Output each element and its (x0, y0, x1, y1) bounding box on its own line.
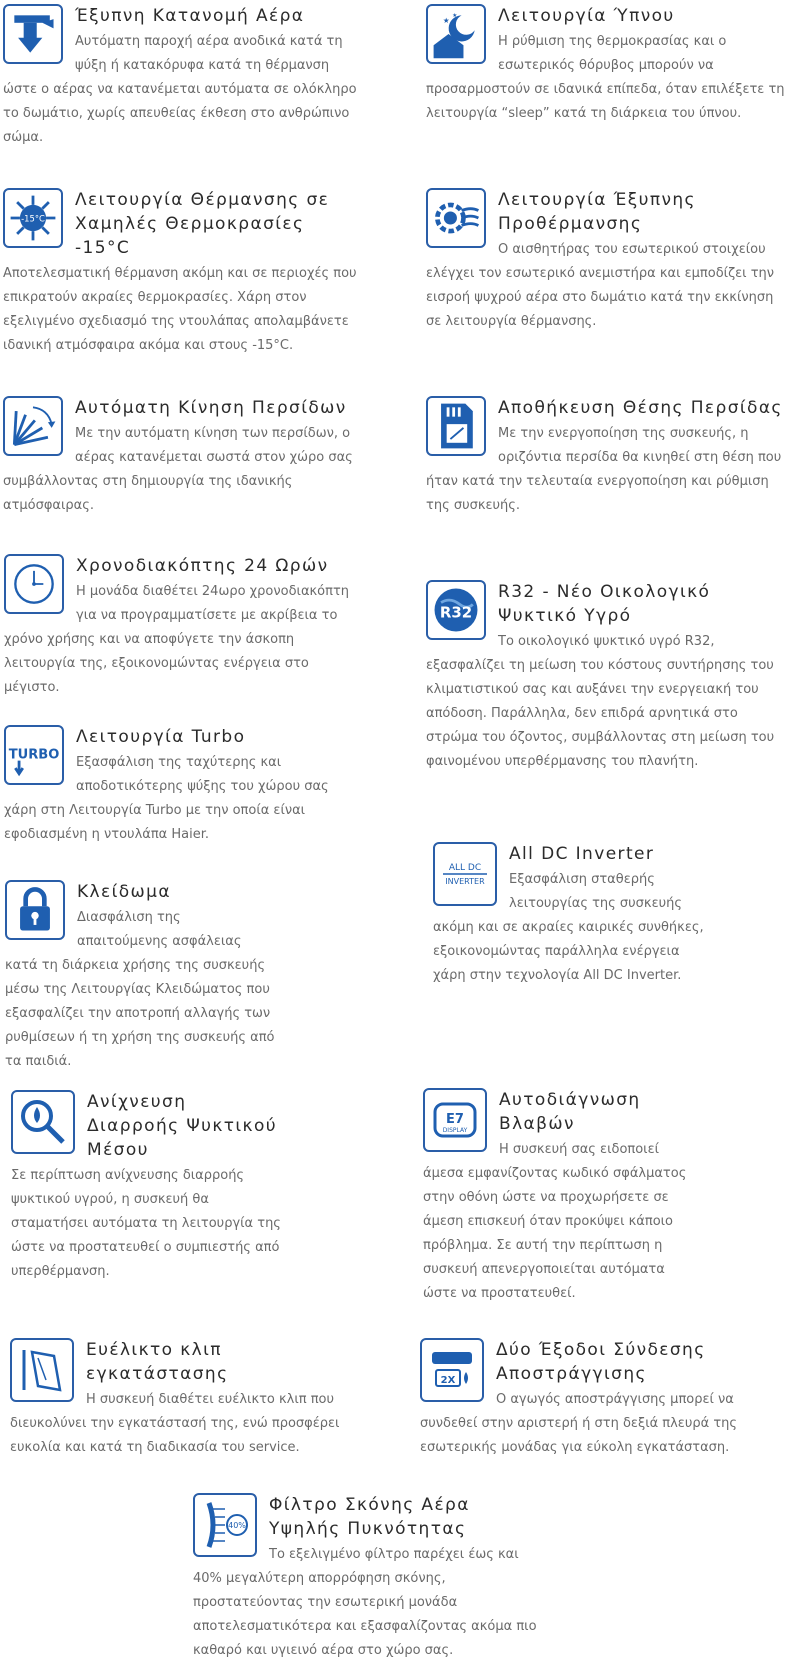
dual-drain-icon (420, 1338, 484, 1402)
feature-description: Ο αγωγός αποστράγγισης μπορεί να συνδεθεί στην αριστερή ή στη δεξιά πλευρά της εσωτερικής μονάδας για εύκολη εγκατάσταση. (420, 1392, 738, 1455)
feature-description: Σε περίπτωση ανίχνευσης διαρροής ψυκτικού υγρού, η συσκευή θα σταματήσει αυτόματα τη λειτουργία της ώστε να προστατευθεί ο συμπιεστής από υπερθέρμανση. (11, 1168, 281, 1279)
feature-description: Διασφάλιση της απαιτούμενης ασφάλειας κατά τη διάρκεια χρήσης της συσκευής μέσω της Λειτουργίας Κλειδώματος που εξασφαλίζει την αποτροπή αλλαγής των ρυθμίσεων ή τη χρήση της συσκευής από τα παιδιά. (5, 910, 275, 1069)
feature-dust-filter (193, 1493, 543, 1663)
smart-preheat-icon (426, 188, 486, 248)
feature-smart-air-distribution (3, 4, 358, 150)
self-diagnosis-icon (423, 1088, 487, 1152)
feature-title: All DC Inverter (509, 844, 655, 864)
feature-lock (5, 880, 275, 1074)
svg-text:★: ★ (442, 15, 450, 25)
feature-title: R32 - Νέο Οικολογικό Ψυκτικό Υγρό (498, 582, 711, 626)
clock-icon (4, 554, 64, 614)
feature-description: Η συσκευή διαθέτει ευέλικτο κλιπ που διευκολύνει την εγκατάστασή της, ενώ προσφέρει ευκολία και κατά τη διαδικασία του service. (10, 1392, 340, 1455)
feature-description: Με την ενεργοποίηση της συσκευής, η οριζόντια περσίδα θα κινηθεί στη θέση που ήταν κατά την τελευταία ενεργοποίηση και ρύθμιση της συσκευής. (426, 426, 782, 513)
feature-title: Λειτουργία Ύπνου (498, 6, 675, 26)
feature-description: Ο αισθητήρας του εσωτερικού στοιχείου ελέγχει τον εσωτερικό ανεμιστήρα και εμποδίζει την εισροή ψυχρού αέρα στο δωμάτιο κατά την εκκίνηση σε λειτουργία θέρμανσης. (426, 242, 775, 329)
feature-title: Δύο Έξοδοι Σύνδεσης Αποστράγγισης (496, 1340, 706, 1384)
feature-title: Ανίχνευση Διαρροής Ψυκτικού Μέσου (87, 1092, 278, 1160)
svg-text:★: ★ (452, 13, 458, 20)
louver-memory-icon (426, 396, 486, 456)
feature-description: Η μονάδα διαθέτει 24ωρο χρονοδιακόπτη για να προγραμματίσετε με ακρίβεια το χρόνο χρήσης και να αποφύγετε την άσκοπη λειτουργία της, εξοικονομώντας ενέργεια στο μέγιστο. (4, 584, 350, 695)
svg-text:R32: R32 (439, 603, 473, 622)
turbo-icon (4, 725, 64, 785)
feature-title: Χρονοδιακόπτης 24 Ωρών (76, 556, 329, 576)
feature-title: Αυτόματη Κίνηση Περσίδων (75, 398, 347, 418)
feature-title: Λειτουργία Θέρμανσης σε Χαμηλές Θερμοκρασίες -15°C (75, 190, 330, 258)
low-temp-heating-icon (3, 188, 63, 248)
svg-text:INVERTER: INVERTER (445, 877, 485, 886)
feature-title: Αποθήκευση Θέσης Περσίδας (498, 398, 783, 418)
feature-description: Η ρύθμιση της θερμοκρασίας και ο εσωτερικός θόρυβος μπορούν να προσαρμοστούν σε ιδανικά επίπεδα, όταν επιλέξετε τη λειτουργία “sleep” κατά τη διάρκεια του ύπνου. (426, 34, 785, 121)
feature-low-temp-heating (3, 188, 358, 358)
feature-title: Έξυπνη Κατανομή Αέρα (75, 6, 305, 26)
leak-detection-icon (11, 1090, 75, 1154)
feature-title: Κλείδωμα (77, 882, 172, 902)
air-flow-icon (3, 4, 63, 64)
feature-title: Αυτοδιάγνωση Βλαβών (499, 1090, 641, 1134)
installation-clip-icon (10, 1338, 74, 1402)
feature-r32-refrigerant (426, 580, 788, 774)
svg-text:DISPLAY: DISPLAY (442, 1127, 468, 1134)
feature-smart-preheat (426, 188, 786, 334)
feature-auto-louver (3, 396, 363, 518)
feature-title: Λειτουργία Έξυπνης Προθέρμανσης (498, 190, 696, 234)
dust-filter-icon (193, 1493, 257, 1557)
svg-text:E7: E7 (446, 1112, 464, 1127)
svg-text:-15°C: -15°C (21, 213, 45, 224)
feature-turbo (4, 725, 359, 847)
feature-installation-clip (10, 1338, 360, 1460)
feature-description: Το οικολογικό ψυκτικό υγρό R32, εξασφαλίζει τη μείωση του κόστους συντήρησης του κλιματιστικού σας και αυξάνει την ενεργειακή του απόδοση. Παράλληλα, δεν επιδρά αρνητικά στο στρώμα του όζοντος, συμβάλλοντας στη μείωση του φαινομένου υπερθέρμανσης του πλανήτη. (426, 634, 775, 769)
feature-description: Εξασφάλιση της ταχύτερης και αποδοτικότερης ψύξης του χώρου σας χάρη στη Λειτουργία Turbo με την οποία είναι εφοδιασμένη η ντουλάπα Haier. (4, 755, 329, 842)
feature-title: Φίλτρο Σκόνης Αέρα Υψηλής Πυκνότητας (269, 1495, 470, 1539)
feature-leak-detection (11, 1090, 281, 1284)
feature-description: Εξασφάλιση σταθερής λειτουργίας της συσκευής ακόμη και σε ακραίες καιρικές συνθήκες, εξοικονομώντας παράλληλα ενέργεια χάρη στην τεχνολογία All DC Inverter. (433, 872, 704, 983)
r32-icon (426, 580, 486, 640)
feature-24h-timer (4, 554, 359, 700)
feature-all-dc-inverter (433, 842, 705, 988)
feature-description: Η συσκευή σας ειδοποιεί άμεσα εμφανίζοντας κωδικό σφάλματος στην οθόνη ώστε να προχωρήσετε σε άμεση επισκευή όταν προκύψει κάποιο πρόβλημα. Σε αυτή την περίπτωση η συσκευή απενεργοποιείται αυτόματα ώστε να προστατευθεί. (423, 1142, 687, 1301)
feature-description: Αποτελεσματική θέρμανση ακόμη και σε περιοχές που επικρατούν ακραίες θερμοκρασίες. Χάρη στον εξελιγμένο σχεδιασμό της ντουλάπας απολαμβάνετε ιδανική ατμόσφαιρα ακόμα και στους -15°C. (3, 266, 357, 353)
auto-louver-icon (3, 396, 63, 456)
feature-description: Το εξελιγμένο φίλτρο παρέχει έως και 40% μεγαλύτερη απορρόφηση σκόνης, προστατεύοντας την εσωτερική μονάδα αποτελεσματικότερα και εξασφαλίζοντας ακόμα πιο καθαρό και υγιεινό αέρα στο χώρο σας. (193, 1547, 537, 1658)
svg-text:ALL DC: ALL DC (448, 863, 482, 873)
svg-text:2X: 2X (440, 1375, 456, 1386)
lock-icon (5, 880, 65, 940)
svg-text:TURBO: TURBO (8, 747, 60, 763)
feature-title: Λειτουργία Turbo (76, 727, 246, 747)
feature-description: Αυτόματη παροχή αέρα ανοδικά κατά τη ψύξη ή κατακόρυφα κατά τη θέρμανση ώστε ο αέρας να κατανέμεται αυτόματα σε ολόκληρο το δωμάτιο, χωρίς απευθείας έκθεση στο ανθρώπινο σώμα. (3, 34, 357, 145)
sleep-mode-icon (426, 4, 486, 64)
feature-description: Με την αυτόματη κίνηση των περσίδων, ο αέρας κατανέμεται σωστά στον χώρο σας συμβάλλοντας στη δημιουργία της ιδανικής ατμόσφαιρας. (3, 426, 353, 513)
feature-dual-drain (420, 1338, 784, 1460)
feature-louver-memory (426, 396, 786, 518)
dc-inverter-icon (433, 842, 497, 906)
svg-text:40%: 40% (228, 1521, 246, 1530)
feature-sleep-mode (426, 4, 786, 126)
feature-title: Ευέλικτο κλιπ εγκατάστασης (86, 1340, 229, 1384)
feature-self-diagnosis (423, 1088, 693, 1306)
